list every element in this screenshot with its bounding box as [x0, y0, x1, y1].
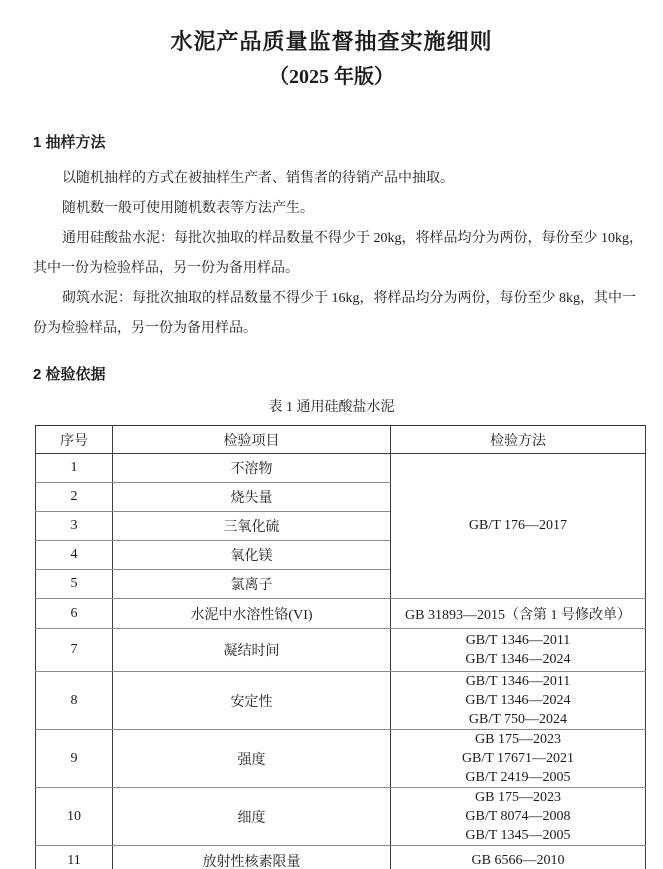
method-line: GB/T 1346—2024 — [465, 693, 571, 708]
row-item: 细度 — [113, 788, 391, 846]
row-no: 6 — [36, 599, 113, 629]
row-item: 放射性核素限量 — [113, 846, 391, 869]
row-no: 10 — [36, 788, 113, 846]
row-method — [391, 629, 646, 672]
row-no: 8 — [36, 672, 113, 730]
row-item: 不溶物 — [113, 454, 391, 483]
inspection-basis-table — [35, 425, 646, 869]
document-title: 水泥产品质量监督抽查实施细则 — [170, 29, 493, 54]
paragraph-line: 其中一份为检验样品，另一份为备用样品。 — [33, 261, 299, 276]
table-row — [36, 629, 646, 672]
table-caption: 表 1 通用硅酸盐水泥 — [268, 400, 395, 415]
paragraph-line: 份为检验样品，另一份为备用样品。 — [33, 321, 257, 336]
row-no: 9 — [36, 730, 113, 788]
row-method: GB 6566—2010 — [391, 846, 646, 869]
row-no: 4 — [36, 541, 113, 570]
table-row — [36, 672, 646, 730]
section-1-body — [0, 164, 663, 344]
row-no: 5 — [36, 570, 113, 599]
method-line: GB 175—2023 — [475, 732, 561, 747]
table-header-row — [36, 426, 646, 454]
document-subtitle: （2025 年版） — [269, 66, 394, 88]
method-line: GB/T 750—2024 — [468, 712, 568, 727]
method-line: GB/T 1345—2005 — [465, 828, 571, 843]
row-item: 强度 — [113, 730, 391, 788]
method-line: GB/T 8074—2008 — [465, 809, 571, 824]
row-item: 氯离子 — [113, 570, 391, 599]
paragraph-line: 通用硅酸盐水泥：每批次抽取的样品数量不得少于 20kg，将样品均分为两份，每份至少 10kg， — [62, 231, 643, 246]
row-no: 11 — [36, 846, 113, 869]
row-item: 烧失量 — [113, 483, 391, 512]
row-no: 7 — [36, 629, 113, 672]
row-method: GB 31893—2015（含第 1 号修改单） — [391, 599, 646, 629]
method-line: GB/T 1346—2024 — [465, 652, 571, 667]
method-line: GB 175—2023 — [475, 790, 561, 805]
row-no: 1 — [36, 454, 113, 483]
section-2-heading: 2 检验依据 — [33, 366, 106, 383]
row-item: 氧化镁 — [113, 541, 391, 570]
column-header-no: 序号 — [36, 426, 113, 454]
method-line: GB/T 1346—2011 — [465, 674, 571, 689]
paragraph-line: 以随机抽样的方式在被抽样生产者、销售者的待销产品中抽取。 — [62, 171, 454, 186]
paragraph-line: 砌筑水泥：每批次抽取的样品数量不得少于 16kg，将样品均分为两份，每份至少 8kg，其中一 — [62, 291, 636, 306]
row-method-merged: GB/T 176—2017 — [391, 454, 646, 599]
row-item: 安定性 — [113, 672, 391, 730]
column-header-item: 检验项目 — [113, 426, 391, 454]
table-row — [36, 599, 646, 629]
method-line: GB/T 1346—2011 — [465, 633, 571, 648]
table-row — [36, 454, 646, 483]
table-row — [36, 730, 646, 788]
table-row — [36, 846, 646, 869]
row-item: 凝结时间 — [113, 629, 391, 672]
row-item: 水泥中水溶性铬(VI) — [113, 599, 391, 629]
row-method — [391, 730, 646, 788]
method-line: GB/T 17671—2021 — [461, 751, 575, 766]
row-no: 2 — [36, 483, 113, 512]
table-row — [36, 788, 646, 846]
row-method — [391, 672, 646, 730]
column-header-method: 检验方法 — [391, 426, 646, 454]
paragraph-line: 随机数一般可使用随机数表等方法产生。 — [62, 201, 314, 216]
method-line: GB/T 2419—2005 — [465, 770, 571, 785]
row-method — [391, 788, 646, 846]
row-item: 三氧化硫 — [113, 512, 391, 541]
row-no: 3 — [36, 512, 113, 541]
section-1-heading: 1 抽样方法 — [33, 134, 106, 151]
